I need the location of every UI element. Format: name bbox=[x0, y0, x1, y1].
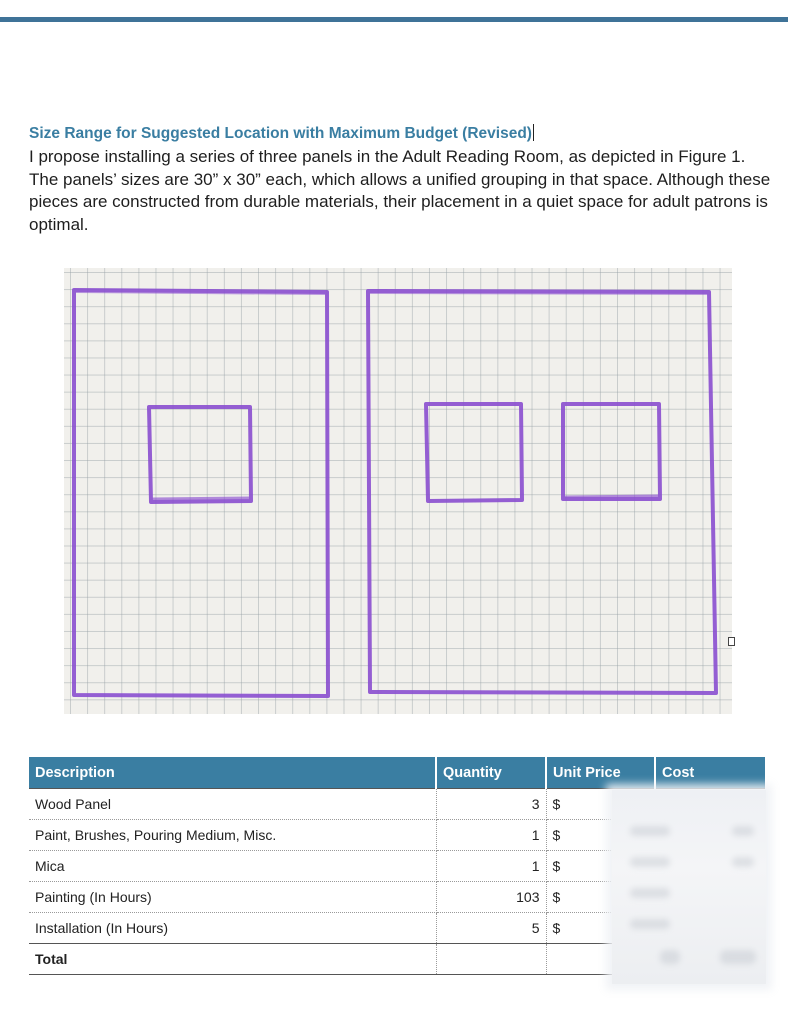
cell-unit-price[interactable]: $ bbox=[546, 913, 655, 944]
cell-quantity[interactable]: 5 bbox=[436, 913, 546, 944]
text-cursor bbox=[533, 124, 534, 141]
cell-quantity[interactable]: 1 bbox=[436, 851, 546, 882]
cell-total-label[interactable]: Total bbox=[29, 944, 436, 975]
cell-description[interactable]: Painting (In Hours) bbox=[29, 882, 436, 913]
body-paragraph[interactable]: I propose installing a series of three panels in the Adult Reading Room, as depicted in Figure 1. The panels’ sizes are 30” x 30” each, which allows a unified grouping in that space. Although these pieces are constructed from durable materials, their placement in a quiet space for adult patrons is optimal. bbox=[29, 147, 771, 234]
panel-sketch-drawing bbox=[64, 268, 732, 714]
cell-description[interactable]: Wood Panel bbox=[29, 789, 436, 820]
cell-quantity[interactable]: 103 bbox=[436, 882, 546, 913]
header-cost[interactable]: Cost bbox=[655, 757, 765, 789]
cell-total-quantity[interactable] bbox=[436, 944, 546, 975]
cell-unit-price[interactable]: $ bbox=[546, 882, 655, 913]
header-quantity[interactable]: Quantity bbox=[436, 757, 546, 789]
cell-description[interactable]: Installation (In Hours) bbox=[29, 913, 436, 944]
cell-description[interactable]: Mica bbox=[29, 851, 436, 882]
redacted-cost-column bbox=[612, 790, 766, 984]
cell-unit-price[interactable]: $ bbox=[546, 820, 655, 851]
cell-description[interactable]: Paint, Brushes, Pouring Medium, Misc. bbox=[29, 820, 436, 851]
section-heading[interactable]: Size Range for Suggested Location with Maximum Budget (Revised) bbox=[29, 125, 532, 142]
cell-unit-price[interactable]: $ bbox=[546, 851, 655, 882]
top-rule bbox=[0, 17, 788, 22]
cell-unit-price[interactable]: $ bbox=[546, 789, 655, 820]
image-anchor-icon[interactable] bbox=[728, 637, 735, 646]
header-description[interactable]: Description bbox=[29, 757, 436, 789]
cell-quantity[interactable]: 3 bbox=[436, 789, 546, 820]
table-header-row bbox=[29, 757, 765, 789]
cell-quantity[interactable]: 1 bbox=[436, 820, 546, 851]
header-unit-price[interactable]: Unit Price bbox=[546, 757, 655, 789]
panel-sketch-image[interactable] bbox=[64, 268, 732, 714]
